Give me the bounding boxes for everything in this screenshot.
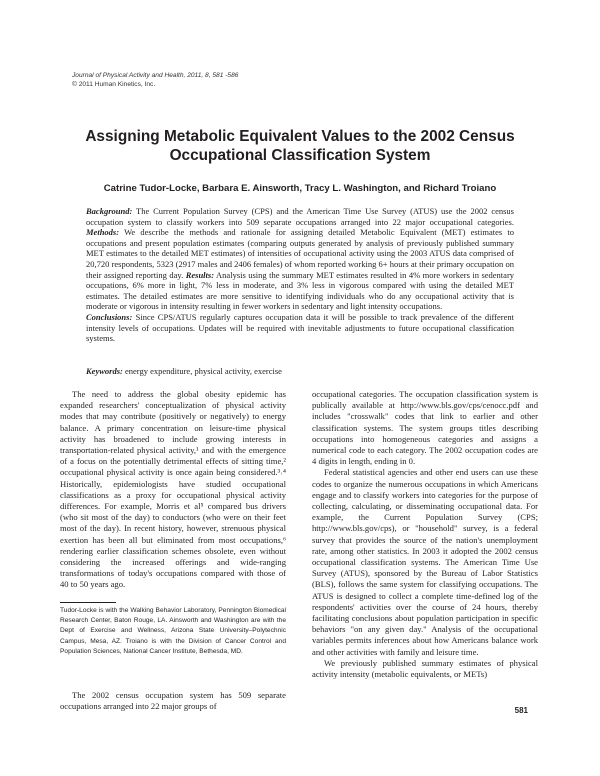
keywords xyxy=(86,366,514,377)
body-paragraph: The need to address the global obesity epidemic has expanded researchers' conceptualization of physical activity modes that may contribute (positively or negatively) to energy balance. A primary concentration on leisure-time physical activity has broadened to include growing interests in transportation-related physical activity,¹ and with the emergence of a focus on the potentially detrimental effects of sitting time,² occupational physical activity is once again being considered.³˒⁴ Historically, epidemiologists have studied occupational classifications as a proxy for occupational physical activity differences. For example, Morris et al⁵ compared bus drivers (who sit most of the day) to conductors (who were on their feet most of the day). In recent history, however, strenuous physical exertion has been all but eliminated from most occupations,⁶ rendering earlier classification schemes obsolete, even without considering the increased offerings and wide-ranging transformations of today's occupations compared with those of 40 to 50 years ago. xyxy=(60,389,286,590)
body-paragraph: The 2002 census occupation system has 509 separate occupations arranged into 22 major groups of xyxy=(60,690,286,712)
article-title: Assigning Metabolic Equivalent Values to the 2002 Census Occupational Classification System xyxy=(85,128,515,164)
background-text: The Current Population Survey (CPS) and the American Time Use Survey (ATUS) use the 2002 census occupation system to classify workers into 509 separate occupations arranged into 22 major occupational categories. xyxy=(86,206,514,227)
body-paragraph: We previously published summary estimates of physical activity intensity (metabolic equivalents, or METs) xyxy=(312,657,538,680)
results-text: Analysis using the summary MET estimates resulted in 4% more workers in sedentary occupations, 6% more in light, 7% less in moderate, and 3% less in vigorous compared with using the detailed MET estimates. The detailed estimates are more sensitive to identifying individuals who do any occupational activity that is moderate or vigorous in intensity resulting in fewer workers in sedentary and light intensity occupations. xyxy=(86,269,515,312)
background-label: Background: xyxy=(86,206,133,216)
abstract-text xyxy=(86,206,514,344)
conclusions-text: Since CPS/ATUS regularly captures occupation data it will be possible to track prevalence of the different intensity levels of occupations. Updates will be required with inevitable adjustments to future occupational classification systems. xyxy=(86,311,514,344)
body-column-right xyxy=(312,389,538,680)
footnote-rule xyxy=(60,602,116,603)
body-column-left xyxy=(60,389,286,591)
body-paragraph: Federal statistical agencies and other end users can use these codes to organize the numerous occupations in which Americans engage and to classify workers into categories for the purpose of collecting, calculating, or disseminating occupational data. For example, the Current Population Survey (CPS; http://www.bls.gov/cps), or "household" survey, is a federal survey that provides the source of the nation's unemployment rate, among other statistics. In 2003 it adopted the 2002 census occupational classification systems. The American Time Use Survey (ATUS), sponsored by the Bureau of Labor Statistics (BLS), follows the same system for classifying occupations. The ATUS is designed to collect a complete time-defined log of the respondents' activities over the course of 24 hours, thereby facilitating conclusions about population participation in specific behaviors "on any given day." Analysis of the occupational variables permits inferences about how Americans balance work and other activities with family and leisure time. xyxy=(312,467,538,657)
journal-copyright: © 2011 Human Kinetics, Inc. xyxy=(72,81,156,88)
abstract xyxy=(86,206,514,344)
author-affiliations-footnote: Tudor-Locke is with the Walking Behavior Laboratory, Pennington Biomedical Research Center, Baton Rouge, LA. Ainsworth and Washington are with the Dept of Exercise and Wellness, Arizona State University–Polytechnic Campus, Mesa, AZ. Troiano is with the Division of Cancer Control and Population Sciences, National Cancer Institute, Bethesda, MD. xyxy=(60,607,286,655)
body-paragraph: occupational categories. The occupation classification system is publically available at http://www.bls.gov/cps/cenocc.pdf and includes "crosswalk" codes that link to earlier and other classification systems. The system groups titles describing occupations into homogeneous categories and assigns a numerical code to each category. The 2002 occupation codes are 4 digits in length, ending in 0. xyxy=(312,389,538,467)
page-number: 581 xyxy=(514,706,528,715)
results-label: Results: xyxy=(185,269,215,280)
conclusions-label: Conclusions: xyxy=(86,311,133,322)
methods-text: We describe the methods and rationale for assigning detailed Metabolic Equivalent (MET) estimates to occupations and present population estimates (comparing outputs generated by analysis of previously published summary MET estimates to the detailed MET estimates) of intensities of occupational activity using the 2003 ATUS data comprised of 20,720 respondents, 5323 (2917 males and 2406 females) of whom reported working 6+ hours at their primary occupation on their assigned reporting day. xyxy=(86,227,514,280)
journal-header xyxy=(72,71,238,89)
keywords-label: Keywords: xyxy=(86,366,123,376)
body-column-left-end xyxy=(60,690,286,712)
journal-citation: Journal of Physical Activity and Health, 2011, 8, 581 -586 xyxy=(72,72,239,79)
methods-label: Methods: xyxy=(86,227,120,238)
keywords-text: energy expenditure, physical activity, exercise xyxy=(124,366,282,376)
author-list: Catrine Tudor-Locke, Barbara E. Ainsworth, Tracy L. Washington, and Richard Troiano xyxy=(103,183,497,194)
